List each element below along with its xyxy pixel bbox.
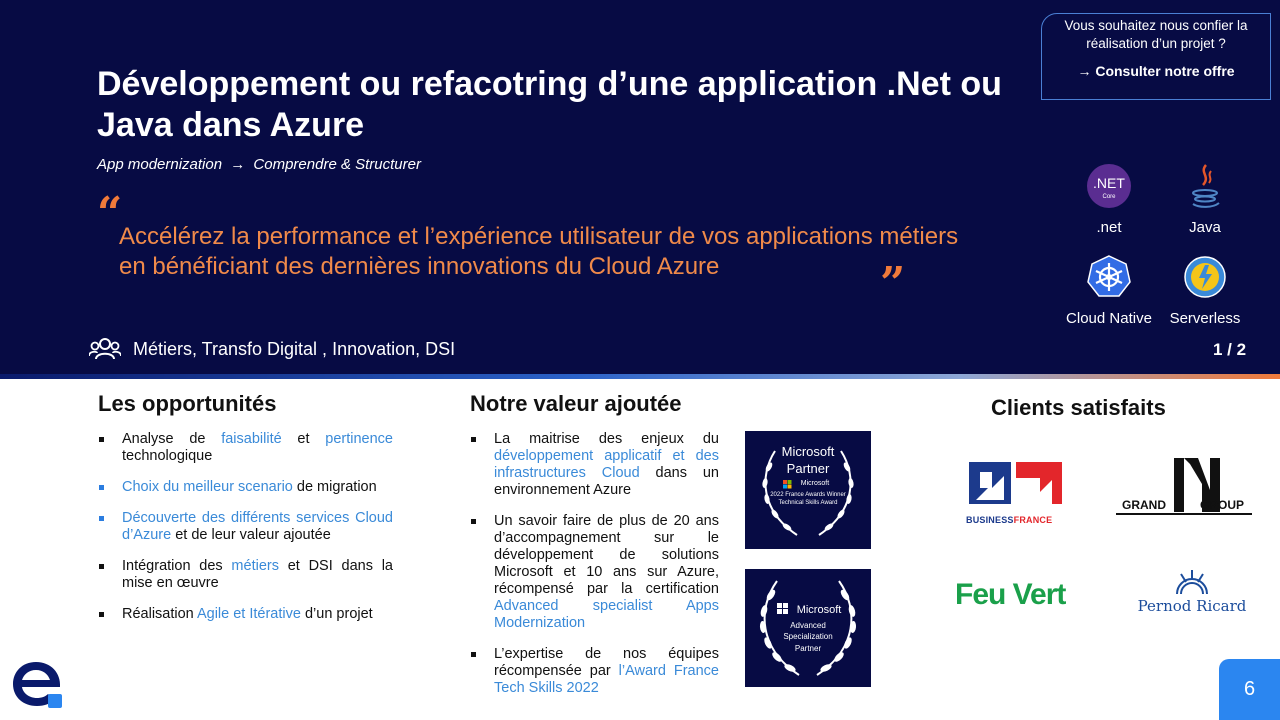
tech-label-serverless: Serverless	[1169, 310, 1241, 327]
e-logo-icon	[10, 656, 64, 712]
value-title: Notre valeur ajoutée	[470, 391, 682, 416]
gradient-divider	[0, 374, 1280, 379]
tech-serverless	[1155, 254, 1255, 327]
value-list	[470, 431, 719, 711]
badge2-brand: Microsoft	[796, 604, 842, 616]
badge1-small2: Technical Skills Award	[778, 500, 838, 506]
grand-text: GRAND	[1122, 498, 1166, 512]
quote-text: Accélérez la performance et l’expérience utilisateur de vos applications métiers en bénéficiant des dernières innovations du Cloud Azure	[119, 223, 959, 280]
kubernetes-icon	[1086, 254, 1132, 300]
business-france-logo	[966, 460, 1066, 525]
business-france-text: BUSINESSFRANCE	[966, 515, 1053, 525]
badge1-small1: 2022 France Awards Winner	[770, 492, 846, 498]
arrow-right-icon: →	[230, 156, 246, 173]
list-item: Un savoir faire de plus de 20 ans d’accompagnement sur le développement de solutions Microsoft et 10 ans sur Azure, récompensé par la certification Advanced specialist Apps Modernization	[470, 513, 719, 632]
list-item: L’expertise de nos équipes récompensée par l’Award France Tech Skills 2022	[470, 646, 719, 697]
list-item: Réalisation Agile et Itérative d’un projet	[98, 606, 393, 623]
subtitle	[97, 156, 421, 173]
subtitle-right: Comprendre & Structurer	[253, 156, 421, 173]
quote-close-mark: ”	[880, 258, 906, 309]
pernod-ricard-text: Pernod Ricard	[1137, 597, 1247, 615]
java-icon	[1182, 163, 1228, 209]
badge1-line1: Microsoft	[781, 444, 835, 459]
microsoft-advanced-specialization-badge	[745, 569, 871, 687]
dotnet-core-icon	[1086, 163, 1132, 209]
badge1-line2: Partner	[786, 461, 830, 476]
page-number: 6	[1219, 659, 1280, 720]
tech-label-cloud-native: Cloud Native	[1066, 310, 1152, 327]
page-title: Développement ou refacotring d’une application .Net ou Java dans Azure	[97, 65, 1002, 144]
list-item: Analyse de faisabilité et pertinence technologique	[98, 431, 393, 465]
list-item: Choix du meilleur scenario de migration	[98, 479, 393, 496]
clients-title: Clients satisfaits	[991, 395, 1166, 420]
group-text: GROUP	[1200, 498, 1245, 512]
consult-offer-link[interactable]: → Consulter notre offre	[1077, 63, 1235, 79]
quote-open-mark: “	[97, 188, 123, 239]
grand-group-logo	[1114, 454, 1254, 518]
people-group-icon	[89, 338, 121, 360]
tech-dotnet	[1059, 163, 1159, 236]
list-item: La maitrise des enjeux du développement applicatif et des infrastructures Cloud dans un environnement Azure	[470, 431, 719, 499]
list-item: Découverte des différents services Cloud d’Azure et de leur valeur ajoutée	[98, 510, 393, 544]
company-logo	[10, 656, 64, 717]
microsoft-partner-award-badge	[745, 431, 871, 549]
tech-label-java: Java	[1189, 219, 1221, 236]
badge2-line2: Specialization	[783, 632, 833, 641]
subtitle-left: App modernization	[97, 156, 223, 173]
pernod-ricard-logo	[1130, 568, 1254, 618]
cta-text: Vous souhaitez nous confier la réalisation d’un projet ?	[1064, 18, 1248, 51]
audience-tags	[89, 338, 455, 360]
serverless-icon	[1182, 254, 1228, 300]
tech-java	[1155, 163, 1255, 236]
dotnet-badge-main: .NET	[1093, 175, 1125, 191]
badge1-brand: Microsoft	[800, 480, 830, 487]
tech-label-dotnet: .net	[1096, 219, 1122, 236]
badge2-line1: Advanced	[790, 621, 826, 630]
cta-box[interactable]	[1041, 13, 1271, 100]
opportunities-list	[98, 431, 393, 637]
business-france-mark-icon	[966, 460, 1066, 508]
opportunities-title: Les opportunités	[98, 391, 277, 416]
tech-cloud-native	[1059, 254, 1159, 327]
tags-text: Métiers, Transfo Digital , Innovation, DSI	[133, 338, 456, 359]
slide-indicator: 1 / 2	[1213, 340, 1247, 359]
pernod-ricard-sun-icon	[1175, 568, 1209, 596]
list-item: Intégration des métiers et DSI dans la mise en œuvre	[98, 558, 393, 592]
badge2-line3: Partner	[794, 644, 822, 653]
feu-vert-logo: Feu Vert	[955, 578, 1066, 611]
dotnet-badge-sub: Core	[1102, 194, 1116, 200]
